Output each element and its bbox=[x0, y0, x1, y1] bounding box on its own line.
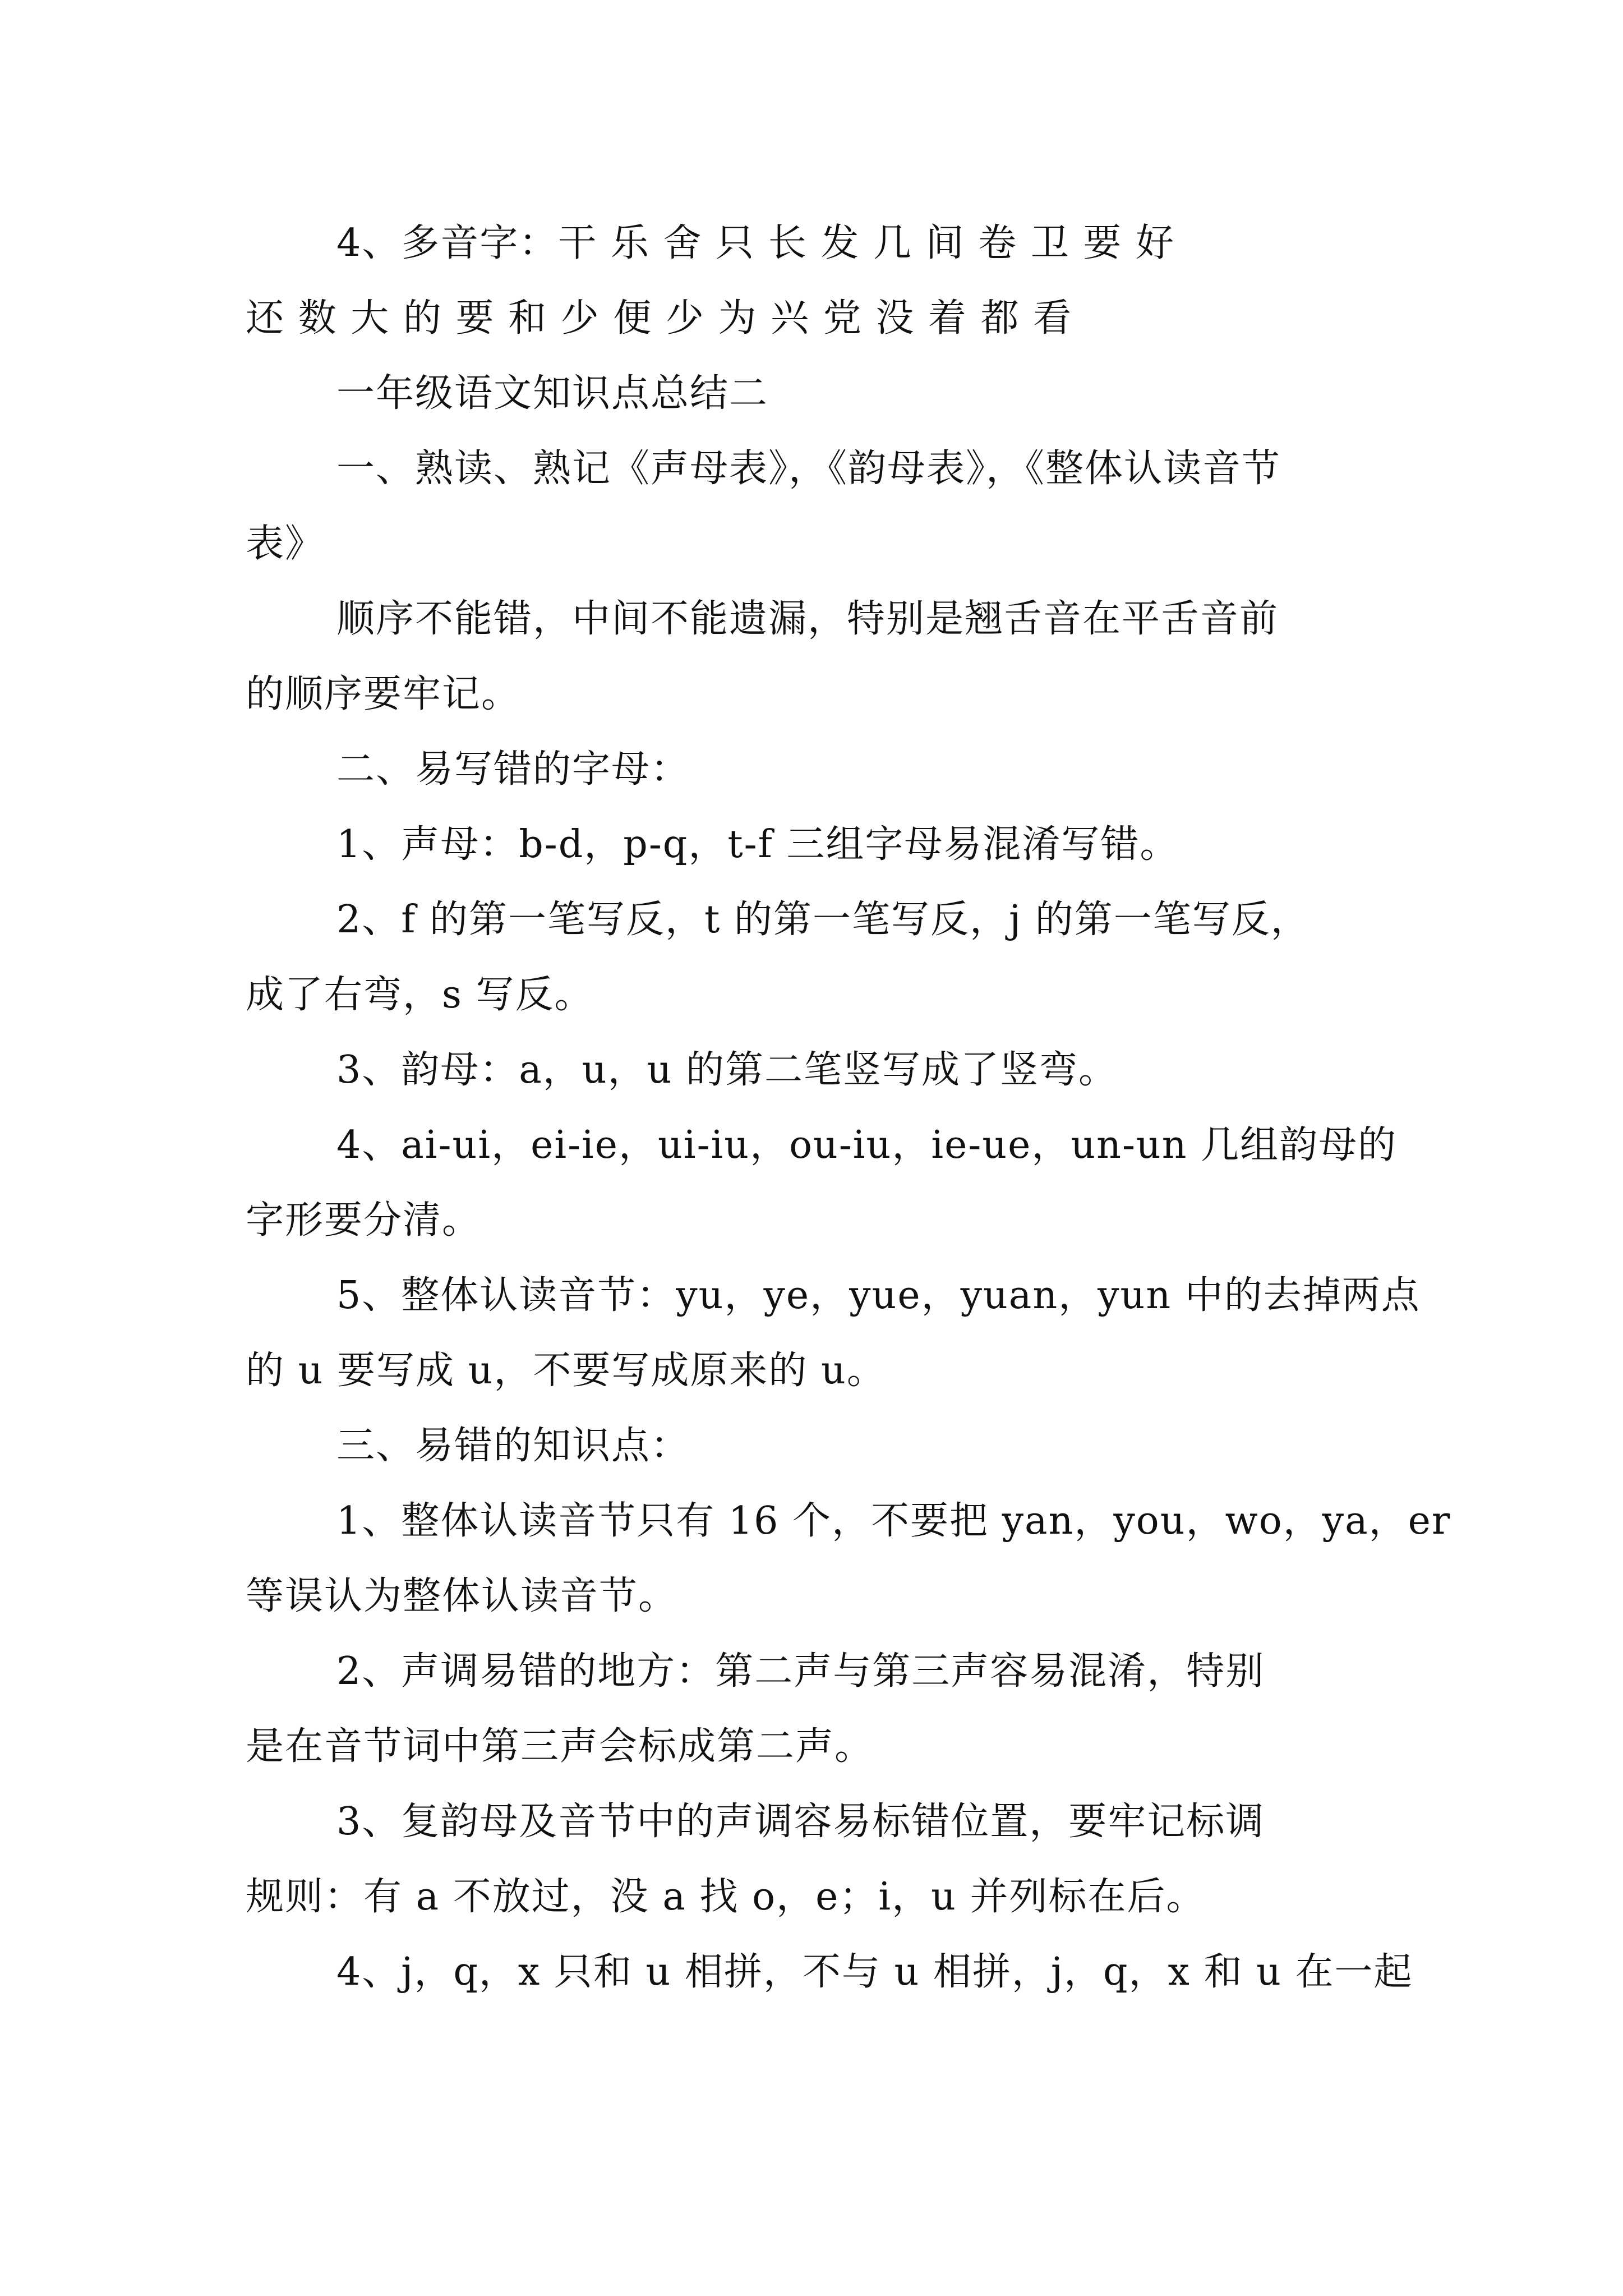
text-line: 5、整体认读音节：yu，ye，yue，yuan，yun 中的去掉两点 bbox=[336, 1273, 1421, 1318]
text-line: 一、熟读、熟记《声母表》，《韵母表》，《整体认读音节 bbox=[336, 447, 1281, 491]
text-line: 的顺序要牢记。 bbox=[246, 672, 521, 716]
text-line: 的 u 要写成 u，不要写成原来的 u。 bbox=[246, 1349, 886, 1393]
text-line: 1、整体认读音节只有 16 个，不要把 yan，you，wo，ya，er bbox=[336, 1499, 1451, 1543]
text-line: 2、f 的第一笔写反，t 的第一笔写反，j 的第一笔写反， bbox=[336, 898, 1310, 942]
text-line: 3、韵母：a，u，u 的第二笔竖写成了竖弯。 bbox=[336, 1048, 1118, 1092]
text-line: 顺序不能错，中间不能遗漏，特别是翘舌音在平舌音前 bbox=[336, 597, 1279, 641]
section-heading: 三、易错的知识点： bbox=[336, 1424, 690, 1468]
text-line: 成了右弯，s 写反。 bbox=[246, 973, 594, 1017]
text-line: 是在音节词中第三声会标成第二声。 bbox=[246, 1724, 874, 1769]
text-line: 4、多音字：干 乐 舍 只 长 发 几 间 卷 卫 要 好 bbox=[336, 221, 1175, 265]
text-line: 4、ai-ui，ei-ie，ui-iu，ou-iu，ie-ue，un-un 几组韵母的 bbox=[336, 1123, 1398, 1167]
text-line: 表》 bbox=[246, 522, 325, 566]
text-line: 字形要分清。 bbox=[246, 1198, 482, 1243]
text-line: 3、复韵母及音节中的声调容易标错位置，要牢记标调 bbox=[336, 1800, 1265, 1844]
text-line: 2、声调易错的地方：第二声与第三声容易混淆，特别 bbox=[336, 1649, 1265, 1694]
section-heading: 二、易写错的字母： bbox=[336, 747, 690, 792]
text-line: 等误认为整体认读音节。 bbox=[246, 1574, 678, 1618]
text-line: 4、j，q，x 只和 u 相拼，不与 u 相拼，j，q，x 和 u 在一起 bbox=[336, 1950, 1413, 1994]
text-line: 规则：有 a 不放过，没 a 找 o，e；i，u 并列标在后。 bbox=[246, 1875, 1206, 1919]
text-line: 1、声母：b-d，p-q，t-f 三组字母易混淆写错。 bbox=[336, 822, 1179, 867]
text-line: 还 数 大 的 要 和 少 便 少 为 兴 党 没 着 都 看 bbox=[246, 296, 1073, 341]
section-heading: 一年级语文知识点总结二 bbox=[336, 371, 769, 416]
